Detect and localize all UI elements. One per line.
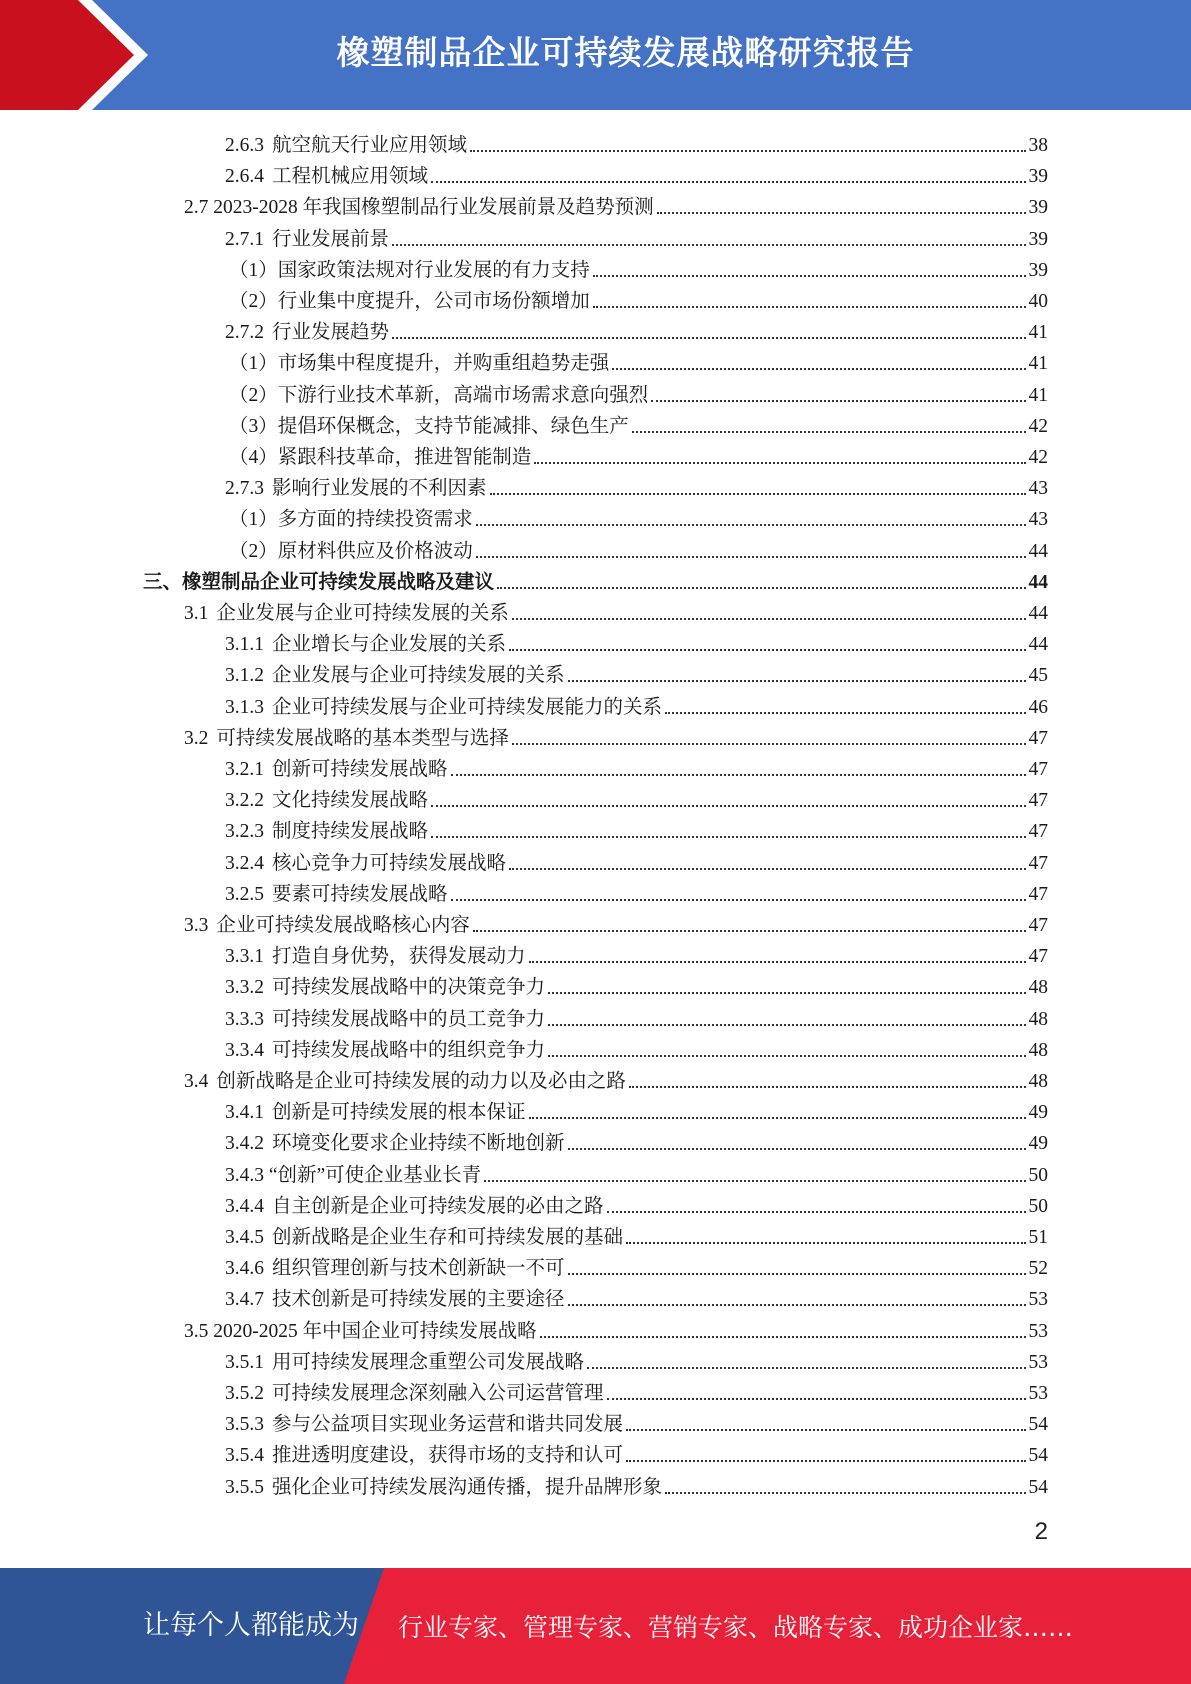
toc-entry-label: 2.7 2023-2028 年我国橡塑制品行业发展前景及趋势预测	[184, 197, 654, 219]
toc-entry-title	[225, 940, 526, 970]
toc-entry-number: 3.2.4	[225, 852, 264, 874]
toc-entry-title	[184, 191, 654, 221]
toc-entry-title	[225, 1221, 623, 1251]
toc-entry-number: 3.5.4	[225, 1445, 264, 1467]
toc-entry[interactable]	[225, 1251, 1048, 1282]
toc-entry-title	[225, 160, 428, 190]
toc-entry-number: 2.6.4	[225, 166, 264, 188]
toc-entry-number: 3.1.2	[225, 665, 264, 687]
dot-leader	[392, 337, 1025, 339]
toc-entry[interactable]	[225, 315, 1048, 346]
toc-entry-page: 41	[1028, 353, 1048, 375]
toc-entry[interactable]	[225, 690, 1048, 721]
toc-entry-number: 2.7.2	[225, 322, 264, 344]
toc-entry-page: 48	[1028, 1008, 1048, 1030]
toc-entry-title	[225, 472, 487, 502]
toc-entry-number: 3.3.1	[225, 946, 264, 968]
toc-entry-number: 3.4	[184, 1071, 209, 1092]
toc-entry-page: 48	[1028, 1039, 1048, 1061]
dot-leader	[626, 1460, 1025, 1462]
dot-leader	[540, 1336, 1026, 1338]
toc-entry[interactable]	[184, 908, 1048, 939]
toc-entry[interactable]	[225, 1376, 1048, 1407]
toc-entry-label: 企业可持续发展与企业可持续发展能力的关系	[272, 696, 663, 718]
toc-entry-label: 行业发展前景	[272, 228, 390, 250]
toc-entry-label: 用可持续发展理念重塑公司发展战略	[272, 1351, 585, 1373]
toc-entry-title	[225, 1190, 604, 1220]
toc-entry-title	[225, 1346, 584, 1376]
dot-leader	[587, 1367, 1025, 1369]
toc-entry-number: 3.2.2	[225, 790, 264, 812]
dot-leader	[607, 1211, 1026, 1213]
toc-entry-label: 创新是可持续发展的根本保证	[272, 1102, 526, 1124]
toc-entry-label: 自主创新是企业可持续发展的必由之路	[272, 1195, 604, 1217]
toc-entry-label: 技术创新是可持续发展的主要途径	[272, 1289, 565, 1311]
toc-entry-label: 制度持续发展战略	[272, 821, 429, 843]
dot-leader	[568, 680, 1026, 682]
toc-entry-page: 54	[1028, 1414, 1048, 1436]
toc-entry-title	[225, 971, 545, 1001]
toc-entry-number: 3.5.1	[225, 1351, 264, 1373]
toc-entry-number: 3.2.1	[225, 759, 264, 780]
toc-entry-title	[184, 909, 470, 939]
toc-entry-page: 44	[1028, 603, 1048, 624]
toc-entry-page: 43	[1028, 509, 1048, 531]
toc-entry-page: 39	[1028, 259, 1048, 281]
dot-leader	[548, 992, 1025, 994]
dot-leader	[665, 712, 1025, 714]
dot-leader	[665, 1492, 1025, 1494]
toc-entry-page: 48	[1028, 977, 1048, 999]
footer-slogan-left: 让每个人都能成为	[143, 1610, 359, 1641]
toc-entry-label: 企业发展与企业可持续发展的关系	[216, 603, 509, 624]
dot-leader	[431, 836, 1025, 838]
toc-entry-title	[225, 1408, 623, 1438]
toc-entry-number: 3.5.5	[225, 1476, 264, 1498]
toc-entry[interactable]	[225, 222, 1048, 253]
toc-entry[interactable]	[225, 1126, 1048, 1157]
dot-leader	[607, 1398, 1026, 1400]
toc-entry[interactable]	[184, 190, 1048, 221]
dot-leader	[484, 1180, 1025, 1182]
footer-banner	[0, 1568, 1191, 1684]
dot-leader	[497, 587, 1025, 589]
toc-entry-page: 47	[1028, 727, 1048, 749]
toc-entry-page: 47	[1028, 759, 1048, 780]
toc-entry-page: 53	[1028, 1351, 1048, 1373]
toc-entry-page: 53	[1028, 1289, 1048, 1311]
toc-entry-label: 3.5 2020-2025 年中国企业可持续发展战略	[184, 1320, 537, 1342]
toc-entry-page: 41	[1028, 322, 1048, 344]
toc-entry-label: 三、橡塑制品企业可持续发展战略及建议	[143, 571, 495, 593]
toc-entry-title	[225, 1439, 623, 1469]
toc-entry[interactable]	[184, 596, 1048, 627]
dot-leader	[568, 1148, 1026, 1150]
dot-leader	[529, 961, 1026, 963]
toc-entry-title	[225, 1159, 481, 1189]
toc-entry-page: 39	[1028, 197, 1048, 219]
toc-entry-number: 3.1	[184, 603, 209, 624]
toc-entry-page: 44	[1028, 571, 1048, 593]
toc-entry-title	[225, 659, 565, 689]
toc-entry-title	[143, 566, 494, 596]
toc-entry-number: 3.2	[184, 727, 209, 749]
dot-leader	[431, 805, 1025, 807]
dot-leader	[568, 1273, 1026, 1275]
toc-entry-label: 工程机械应用领域	[272, 166, 429, 188]
dot-leader	[509, 868, 1025, 870]
toc-entry[interactable]	[229, 409, 1048, 440]
toc-entry[interactable]	[143, 565, 1048, 596]
toc-entry-number: 3.2.5	[225, 883, 264, 905]
dot-leader	[470, 150, 1025, 152]
toc-entry[interactable]	[184, 1314, 1048, 1345]
toc-entry-label: （4）紧跟科技革命，推进智能制造	[229, 447, 532, 468]
toc-entry[interactable]	[229, 440, 1048, 471]
toc-entry[interactable]	[184, 721, 1048, 752]
toc-entry[interactable]	[225, 1158, 1048, 1189]
toc-entry-number: 2.7.1	[225, 228, 264, 250]
toc-entry-number: 3.4.1	[225, 1102, 264, 1124]
toc-entry-title	[225, 847, 506, 877]
toc-entry-number: 3.4.2	[225, 1133, 264, 1155]
toc-entry[interactable]	[225, 846, 1048, 877]
toc-entry-page: 52	[1028, 1258, 1048, 1280]
toc-entry-title	[184, 1065, 626, 1095]
toc-entry-label: （2）原材料供应及价格波动	[229, 540, 473, 562]
toc-entry-title	[229, 441, 531, 471]
toc-entry-label: 行业发展趋势	[272, 322, 390, 344]
toc-entry[interactable]	[225, 1282, 1048, 1313]
footer-slogan-right: 行业专家、管理专家、营销专家、战略专家、成功企业家……	[398, 1613, 1074, 1642]
dot-leader	[612, 368, 1025, 370]
toc-entry-title	[225, 316, 389, 346]
dot-leader	[473, 930, 1026, 932]
toc-entry-title	[229, 503, 473, 533]
toc-entry-title	[229, 254, 590, 284]
toc-entry-page: 39	[1028, 228, 1048, 250]
dot-leader	[529, 1117, 1026, 1119]
toc-entry-label: 可持续发展战略的基本类型与选择	[216, 727, 509, 749]
toc-entry-title	[225, 129, 467, 159]
dot-leader	[632, 431, 1026, 433]
toc-entry[interactable]	[225, 1407, 1048, 1438]
toc-entry-number: 3.3.4	[225, 1039, 264, 1061]
toc-entry-label: 可持续发展战略中的员工竞争力	[272, 1008, 546, 1030]
toc-entry-page: 47	[1028, 821, 1048, 843]
toc-entry-label: 创新战略是企业生存和可持续发展的基础	[272, 1227, 624, 1248]
toc-entry-page: 47	[1028, 852, 1048, 874]
toc-entry[interactable]	[225, 1220, 1048, 1251]
toc-entry-title	[225, 753, 448, 783]
toc-entry-label: 企业增长与企业发展的关系	[272, 634, 507, 656]
toc-entry-label: 组织管理创新与技术创新缺一不可	[272, 1258, 565, 1280]
toc-entry-label: 打造自身优势，获得发展动力	[272, 946, 526, 968]
toc-entry-page: 47	[1028, 883, 1048, 905]
toc-entry-label: 文化持续发展战略	[272, 790, 429, 812]
toc-entry[interactable]	[225, 1345, 1048, 1376]
toc-entry-page: 47	[1028, 946, 1048, 968]
toc-entry-title	[225, 1127, 565, 1157]
toc-entry[interactable]	[225, 1033, 1048, 1064]
dot-leader	[629, 1086, 1026, 1088]
toc-entry-title	[184, 1315, 537, 1345]
dot-leader	[512, 743, 1026, 745]
toc-entry-label: 环境变化要求企业持续不断地创新	[272, 1133, 565, 1155]
toc-entry-number: 3.5.3	[225, 1414, 264, 1436]
dot-leader	[548, 1024, 1025, 1026]
toc-entry-title	[225, 1283, 565, 1313]
toc-entry-title	[225, 1377, 604, 1407]
toc-entry-label: 参与公益项目实现业务运营和谐共同发展	[272, 1414, 624, 1436]
toc-entry-page: 40	[1028, 291, 1048, 312]
page-number: 2	[1034, 1518, 1048, 1545]
toc-entry[interactable]	[225, 814, 1048, 845]
dot-leader	[451, 774, 1026, 776]
toc-entry[interactable]	[225, 939, 1048, 970]
toc-entry-title	[225, 1252, 565, 1282]
toc-entry-label: 企业发展与企业可持续发展的关系	[272, 665, 565, 687]
toc-entry[interactable]	[225, 752, 1048, 783]
toc-entry[interactable]	[229, 346, 1048, 377]
toc-entry-title	[229, 347, 609, 377]
toc-entry[interactable]	[229, 253, 1048, 284]
dot-leader	[534, 462, 1025, 464]
toc-entry[interactable]	[225, 1189, 1048, 1220]
toc-entry[interactable]	[225, 159, 1048, 190]
toc-entry-title	[229, 379, 648, 409]
toc-entry-label: 创新战略是企业可持续发展的动力以及必由之路	[216, 1071, 626, 1092]
dot-leader	[593, 275, 1026, 277]
toc-entry[interactable]	[225, 1438, 1048, 1469]
toc-entry-label: 创新可持续发展战略	[272, 759, 448, 780]
toc-entry-page: 47	[1028, 915, 1048, 936]
toc-entry-number: 3.2.3	[225, 821, 264, 843]
toc-entry-page: 44	[1028, 540, 1048, 562]
toc-entry-label: 可持续发展理念深刻融入公司运营管理	[272, 1383, 604, 1404]
dot-leader	[451, 899, 1026, 901]
toc-entry-label: （3）提倡环保概念，支持节能减排、绿色生产	[229, 415, 629, 437]
toc-entry-title	[229, 285, 590, 315]
toc-entry-title	[225, 628, 506, 658]
toc-entry-label: 3.4.3 “创新”可使企业基业长青	[225, 1164, 482, 1186]
toc-entry[interactable]	[225, 627, 1048, 658]
toc-entry-page: 42	[1028, 447, 1048, 468]
header-banner	[0, 0, 1191, 110]
dot-leader	[626, 1429, 1025, 1431]
toc-entry-page: 39	[1028, 166, 1048, 188]
toc-entry-page: 46	[1028, 696, 1048, 718]
toc-entry-label: （1）国家政策法规对行业发展的有力支持	[229, 259, 590, 281]
toc-entry-page: 50	[1028, 1164, 1048, 1186]
toc-entry-title	[225, 878, 448, 908]
dot-leader	[593, 306, 1026, 308]
toc-entry-number: 3.4.7	[225, 1289, 264, 1311]
toc-entry-page: 53	[1028, 1383, 1048, 1404]
toc-entry-page: 44	[1028, 634, 1048, 656]
dot-leader	[392, 244, 1025, 246]
dot-leader	[509, 649, 1025, 651]
toc-entry[interactable]	[225, 128, 1048, 159]
report-title: 橡塑制品企业可持续发展战略研究报告	[336, 33, 915, 72]
toc-entry[interactable]	[229, 534, 1048, 565]
dot-leader	[512, 618, 1026, 620]
toc-entry-number: 3.3.2	[225, 977, 264, 999]
toc-entry-page: 53	[1028, 1320, 1048, 1342]
toc-entry-page: 54	[1028, 1476, 1048, 1498]
toc-entry-page: 41	[1028, 384, 1048, 406]
toc-entry-page: 50	[1028, 1195, 1048, 1217]
toc-entry[interactable]	[225, 471, 1048, 502]
toc-entry[interactable]	[229, 378, 1048, 409]
toc-entry[interactable]	[225, 783, 1048, 814]
toc-entry-number: 3.4.6	[225, 1258, 264, 1280]
toc-entry-number: 3.4.5	[225, 1227, 264, 1248]
toc-entry-page: 43	[1028, 478, 1048, 500]
toc-entry-title	[225, 815, 428, 845]
toc-entry-label: 影响行业发展的不利因素	[272, 478, 487, 500]
dot-leader	[657, 212, 1026, 214]
dot-leader	[490, 493, 1026, 495]
toc-entry-title	[229, 410, 629, 440]
dot-leader	[431, 181, 1025, 183]
toc-entry-title	[225, 1471, 662, 1501]
toc-entry[interactable]	[225, 970, 1048, 1001]
toc-entry-title	[184, 722, 509, 752]
dot-leader	[548, 1055, 1025, 1057]
toc-entry-page: 47	[1028, 790, 1048, 812]
toc-entry-number: 2.6.3	[225, 135, 264, 156]
toc-entry-label: 可持续发展战略中的组织竞争力	[272, 1039, 546, 1061]
dot-leader	[651, 400, 1025, 402]
toc-entry-page: 42	[1028, 415, 1048, 437]
dot-leader	[626, 1242, 1025, 1244]
toc-entry-number: 3.1.1	[225, 634, 264, 656]
toc-entry[interactable]	[229, 284, 1048, 315]
toc-entry[interactable]	[184, 1064, 1048, 1095]
dot-leader	[568, 1304, 1026, 1306]
toc-entry-title	[225, 1003, 545, 1033]
toc-entry-title	[229, 535, 473, 565]
toc-entry-page: 49	[1028, 1133, 1048, 1155]
toc-entry-label: （1）多方面的持续投资需求	[229, 509, 473, 531]
toc-entry-label: （2）下游行业技术革新，高端市场需求意向强烈	[229, 384, 649, 406]
toc-entry[interactable]	[225, 1095, 1048, 1126]
toc-entry-label: 推进透明度建设，获得市场的支持和认可	[272, 1445, 624, 1467]
toc-entry-page: 45	[1028, 665, 1048, 687]
toc-entry-number: 3.5.2	[225, 1383, 264, 1404]
toc-entry[interactable]	[225, 1470, 1048, 1501]
toc-entry-label: 强化企业可持续发展沟通传播，提升品牌形象	[272, 1476, 663, 1498]
toc-entry-number: 3.4.4	[225, 1195, 264, 1217]
toc-entry-page: 54	[1028, 1445, 1048, 1467]
toc-entry-label: 核心竞争力可持续发展战略	[272, 852, 507, 874]
toc-entry-number: 2.7.3	[225, 478, 264, 500]
toc-entry[interactable]	[225, 1002, 1048, 1033]
toc-entry-label: 企业可持续发展战略核心内容	[216, 915, 470, 936]
toc-entry-label: 要素可持续发展战略	[272, 883, 448, 905]
toc-entry-label: （1）市场集中程度提升，并购重组趋势走强	[229, 353, 610, 375]
toc-entry-page: 38	[1028, 135, 1048, 156]
toc-entry[interactable]	[225, 658, 1048, 689]
dot-leader	[476, 524, 1026, 526]
dot-leader	[476, 556, 1026, 558]
toc-entry-title	[225, 784, 428, 814]
toc-entry-label: 可持续发展战略中的决策竞争力	[272, 977, 546, 999]
toc-entry-title	[184, 597, 509, 627]
toc-entry-label: （2）行业集中度提升，公司市场份额增加	[229, 291, 590, 312]
toc-entry-title	[225, 691, 662, 721]
toc-entry-title	[225, 223, 389, 253]
toc-entry-title	[225, 1096, 526, 1126]
toc-entry-number: 3.3.3	[225, 1008, 264, 1030]
toc-entry-number: 3.1.3	[225, 696, 264, 718]
toc-entry[interactable]	[229, 502, 1048, 533]
toc-entry-page: 49	[1028, 1102, 1048, 1124]
toc-entry-title	[225, 1034, 545, 1064]
toc-entry-number: 3.3	[184, 915, 209, 936]
toc-entry[interactable]	[225, 877, 1048, 908]
toc-entry-page: 51	[1028, 1227, 1048, 1248]
toc-entry-page: 48	[1028, 1071, 1048, 1092]
toc-entry-label: 航空航天行业应用领域	[272, 135, 468, 156]
